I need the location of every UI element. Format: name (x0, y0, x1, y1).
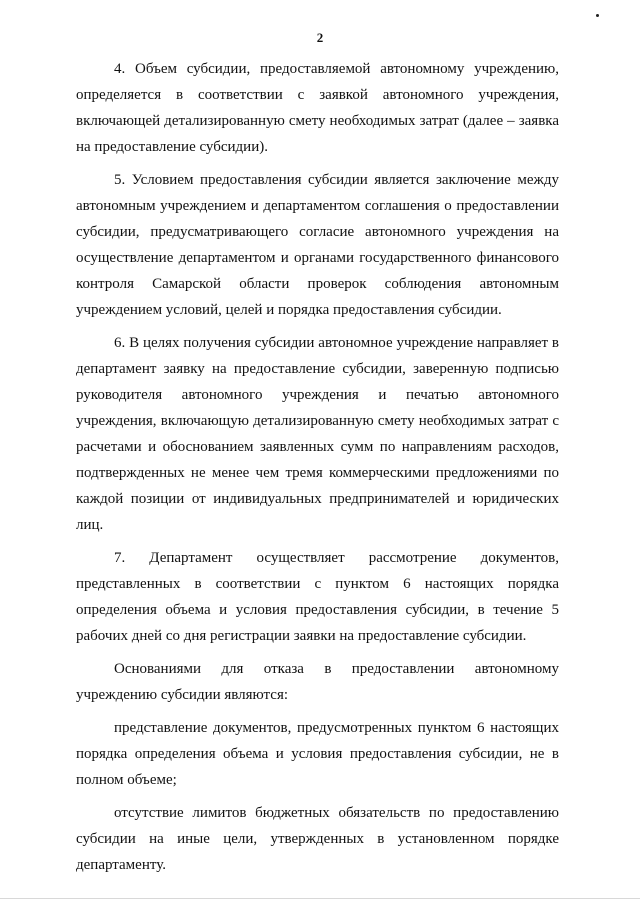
scan-bottom-edge (0, 898, 640, 899)
paragraph-refusal-grounds: Основаниями для отказа в предоставлении автономному учреждению субсидии являются: (76, 661, 559, 703)
paragraph-item-7: 7. Департамент осуществляет рассмотрение документов, представленных в соответствии с пунктом 6 настоящих порядка определения объема и условия предоставления субсидии, в течение 5 рабочих дней со дня регистрации заявки на предоставление субсидии. (76, 550, 559, 644)
paragraph-item-4: 4. Объем субсидии, предоставляемой автономному учреждению, определяется в соответствии с заявкой автономного учреждения, включающей детализированную смету необходимых затрат (далее – заявка на предоставление субсидии). (76, 61, 559, 155)
paragraph-item-6: 6. В целях получения субсидии автономное учреждение направляет в департамент заявку на предоставление субсидии, заверенную подписью руководителя автономного учреждения и печатью автономного учреждения, включающую детализированную смету необходимых затрат с расчетами и обоснованием заявленных сумм по направлениям расходов, подтвержденных не менее чем тремя коммерческими предложениями по каждой позиции от индивидуальных предпринимателей и юридических лиц. (76, 335, 559, 533)
document-body (76, 56, 559, 885)
paragraph-item-5: 5. Условием предоставления субсидии является заключение между автономным учреждением и департаментом соглашения о предоставлении субсидии, предусматривающего согласие автономного учреждения на осуществление департаментом и органами государственного финансового контроля Самарской области проверок соблюдения автономным учреждением условий, целей и порядка предоставления субсидии. (76, 172, 559, 318)
paragraph-no-budget-limits: отсутствие лимитов бюджетных обязательств по предоставлению субсидии на иные цели, утвержденных в установленном порядке департаменту. (76, 805, 559, 873)
scan-dot-mark (596, 14, 599, 17)
page-number: 2 (316, 30, 324, 45)
paragraph-incomplete-documents: представление документов, предусмотренных пунктом 6 настоящих порядка определения объема и условия предоставления субсидии, не в полном объеме; (76, 720, 559, 788)
